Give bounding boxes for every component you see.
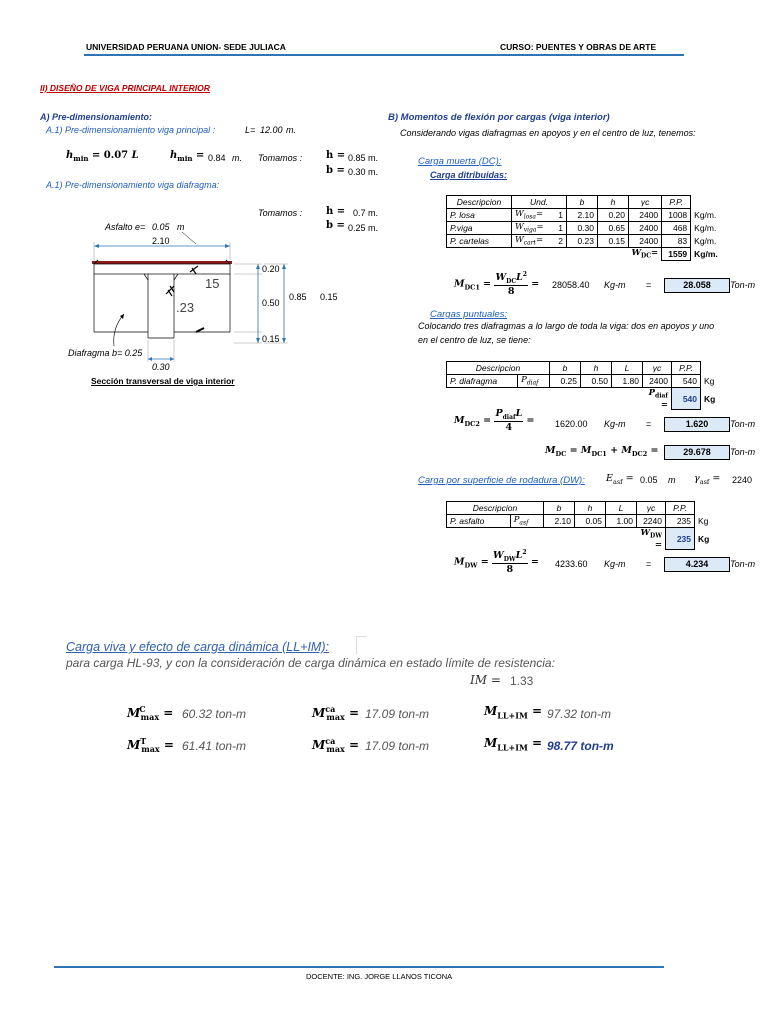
easf-label: $E_{asf}$ = [606,473,634,486]
mdc-formula: $M_{DC} = M_{DC1} + M_{DC2}$ = [545,445,659,458]
hmin-label: $h_{min}$ = [170,150,205,163]
cell-sym: $W_{viga}=$ [512,222,554,235]
mdc2-value: 1620.00 [555,419,588,429]
asfalto-value: 0.05 [152,222,170,232]
total-label: $W_{DW}$ = [640,528,662,550]
mdc2-eq: = [646,419,652,429]
cell-pp: 468 [662,222,691,235]
cell-pp: 235 [666,515,695,528]
col-header: γc [637,502,666,515]
cell-h: 0.15 [598,235,629,248]
h2-value: 0.7 m. [353,208,379,218]
col-header: γc [629,196,662,209]
table-total-row [447,248,734,261]
mdc-result: 29.678 [664,445,730,460]
tomamos2-label: Tomamos : [258,208,303,218]
momentos-title: B) Momentos de flexión por cargas (viga interior) [388,112,610,123]
table-total-row [447,388,732,410]
cell-unit: Kg/m. [694,223,717,233]
dw-table [446,501,726,550]
cell-sym: $W_{losa}=$ [512,209,554,222]
live-load-title: Carga viva y efecto de carga dinámica (LL+IM): [66,640,329,654]
live-load-subtitle: para carga HL-93, y con la consideración de carga dinámica en estado límite de resistencia: [66,656,555,670]
cell-und: 1 [553,209,566,222]
cell-g: 2400 [629,222,662,235]
total-unit: Kg/m. [694,249,718,259]
a1-title: A.1) Pre-dimensionamiento viga principal : [46,125,216,135]
header-rule [84,54,684,56]
footer-rule [54,966,664,968]
dim-030: 0.30 [152,362,170,372]
table-header-row [447,502,726,515]
mt-max-value: 61.41 ton-m [182,739,247,753]
hand-15: 15 [205,276,220,291]
mdc1-unit: Kg-m [604,280,626,290]
mca-max-value-1: 17.09 ton-m [365,707,430,721]
mca-max-symbol-2: $M^{ca}_{max}$ = [312,736,360,755]
cell-L: 1.00 [606,515,637,528]
cell-g: 2400 [629,209,662,222]
cell-desc: P.viga [447,222,512,235]
a1b-title: A.1) Pre-dimensionamiento viga diafragma: [46,180,220,190]
b2-label: b = [326,220,345,231]
cell-h: 0.65 [598,222,629,235]
table-total-row [447,528,726,550]
cell-divider [356,636,366,637]
mdc1-formula: $M_{DC1}$ = $\frac{W_{DC}L^2}{8}$ = [454,271,540,298]
dim-015b: 0.15 [320,292,338,302]
cell-desc: P. losa [447,209,512,222]
col-header: Descripcion [447,502,544,515]
col-header: b [567,196,598,209]
hand-23: .23 [176,300,195,315]
mllim-value-2: 98.77 ton-m [547,739,614,753]
h-value: 0.85 m. [348,153,379,163]
b2-value: 0.25 m. [348,223,379,233]
col-header: b [550,362,581,375]
cross-section-drawing [84,228,354,368]
h-label: h = [326,150,346,161]
cell-divider [356,636,357,654]
asfalto-label: Asfalto e= [105,222,146,232]
hmin-value: 0.84 [208,153,226,163]
table-row [447,515,726,528]
cell-b: 0.30 [567,222,598,235]
dim-085: 0.85 [289,292,307,302]
b-value: 0.30 m. [348,167,379,177]
cell-desc: P. asfalto [447,515,511,528]
dim-015: 0.15 [262,334,280,344]
cell-und: 2 [553,235,566,248]
header-course: CURSO: PUENTES Y OBRAS DE ARTE [500,42,657,52]
table-row [447,375,732,388]
easf-value: 0.05 [640,475,658,485]
total-label: $P_{diaf}$ = [648,388,668,410]
mllim-value-1: 97.32 ton-m [547,707,612,721]
cell-h: 0.50 [581,375,612,388]
mdw-result: 4.234 [664,557,730,572]
cell-unit: Kg/m. [694,210,717,220]
col-header: Descripcion [447,362,550,375]
cell-pp: 83 [662,235,691,248]
mdc1-result: 28.058 [664,278,730,293]
col-header: γc [643,362,672,375]
gasf-label: $\gamma_{asf}$ = [694,473,721,486]
width-label: 2.10 [152,236,170,246]
tomamos-label: Tomamos : [258,153,303,163]
table-header-row [447,196,734,209]
table-row [447,235,734,248]
cell-g: 2240 [637,515,666,528]
total-label: $W_{DC}=$ [631,248,659,261]
mdc1-result-unit: Ton-m [730,280,756,290]
col-header: P.P. [662,196,691,209]
mdc2-unit: Kg-m [604,419,626,429]
mdc1-eq: = [646,280,652,290]
col-header: h [575,502,606,515]
mllim-symbol-1: $M_{LL+IM}$ = [484,704,543,721]
dw-title: Carga por superficie de rodadura (DW): [418,475,585,486]
cell-h: 0.20 [598,209,629,222]
mc-max-symbol: $M^C_{max}$ = [127,704,174,723]
cell-pp: 1008 [662,209,691,222]
mdw-value: 4233.60 [555,559,588,569]
diafragma-label: Diafragma b= 0.25 [68,348,143,358]
table-row [447,222,734,235]
considerando-text: Considerando vigas diafragmas en apoyos y en el centro de luz, tenemos: [400,128,696,138]
section-title: II) DISEÑO DE VIGA PRINCIPAL INTERIOR [40,83,210,93]
cell-desc: P. cartelas [447,235,512,248]
cell-unit: Kg/m. [694,236,717,246]
dim-020: 0.20 [262,264,280,274]
dc-point-table [446,361,732,410]
cell-sym: $W_{cart}=$ [512,235,554,248]
cell-b: 2.10 [567,209,598,222]
mca-max-value-2: 17.09 ton-m [365,739,430,753]
mdw-formula: $M_{DW}$ = $\frac{W_{DW}L^2}{8}$ = [454,549,539,576]
table-row [447,209,734,222]
cell-desc: P. diafragma [447,375,518,388]
cell-sym: $P_{asf}$ [510,515,543,528]
cell-g: 2400 [629,235,662,248]
total-unit: Kg [698,533,710,544]
total-value: 1559 [662,248,691,261]
total-value: 540 [672,388,701,410]
mdc-result-unit: Ton-m [730,447,756,457]
hmin-unit: m. [232,153,242,163]
col-header: P.P. [666,502,695,515]
mt-max-symbol: $M^T_{max}$ = [127,736,174,755]
mdw-result-unit: Ton-m [730,559,756,569]
cell-L: 1.80 [612,375,643,388]
col-header: b [544,502,575,515]
cell-pp: 540 [672,375,701,388]
mdc2-formula: $M_{DC2}$ = $\frac{P_{diaf}L}{4}$ = [454,408,535,433]
cell-b: 0.23 [567,235,598,248]
easf-unit: m [668,475,676,485]
mdc1-value: 28058.40 [552,280,590,290]
predim-title: A) Pre-dimensionamiento: [40,112,153,122]
cell-unit: Kg [698,516,709,526]
total-value: 235 [666,528,695,550]
L-unit: m. [286,125,296,135]
im-label: IM = [470,673,501,687]
cell-b: 2.10 [544,515,575,528]
cargas-puntuales-title: Cargas puntuales: [430,309,508,320]
mllim-symbol-2: $M_{LL+IM}$ = [484,736,543,753]
col-header: L [612,362,643,375]
colocando-line-2: en el centro de luz, se tiene: [418,335,531,345]
asfalto-unit: m [177,222,185,232]
col-header: h [581,362,612,375]
mdw-unit: Kg-m [604,559,626,569]
carga-distribuidas-title: Carga ditribuidas: [430,170,508,180]
h2-label: h = [326,206,346,217]
cell-und: 1 [553,222,566,235]
dim-050: 0.50 [262,298,280,308]
mc-max-value: 60.32 ton-m [182,707,247,721]
col-header: P.P. [672,362,701,375]
dc-distributed-table [446,195,734,261]
col-header: Descripcion [447,196,512,209]
cell-sym: $P_{diaf}$ [518,375,550,388]
mdc2-result-unit: Ton-m [730,419,756,429]
mdw-eq: = [646,559,652,569]
col-header: L [606,502,637,515]
gasf-value: 2240 [732,475,753,485]
L-value: 12.00 [260,125,283,135]
mca-max-symbol-1: $M^{ca}_{max}$ = [312,704,360,723]
total-unit: Kg [704,393,716,404]
cell-g: 2400 [643,375,672,388]
colocando-line-1: Colocando tres diafragmas a lo largo de toda la viga: dos en apoyos y uno [418,321,715,331]
figure-caption: Sección transversal de viga interior [91,376,235,386]
hmin-formula: $h_{min} = 0.07$ L [66,150,139,163]
col-header: Und. [512,196,567,209]
cell-h: 0.05 [575,515,606,528]
header-university: UNIVERSIDAD PERUANA UNION- SEDE JULIACA [86,42,286,52]
b-label: b = [326,165,345,176]
table-header-row [447,362,732,375]
im-value: 1.33 [510,674,534,688]
mdc2-result: 1.620 [664,417,730,432]
cell-unit: Kg [704,376,715,386]
col-header: h [598,196,629,209]
L-label: L= [245,125,256,135]
carga-muerta-title: Carga muerta (DC): [418,156,502,167]
cell-b: 0.25 [550,375,581,388]
footer-docente: DOCENTE: ING. JORGE LLANOS TICONA [306,972,453,981]
